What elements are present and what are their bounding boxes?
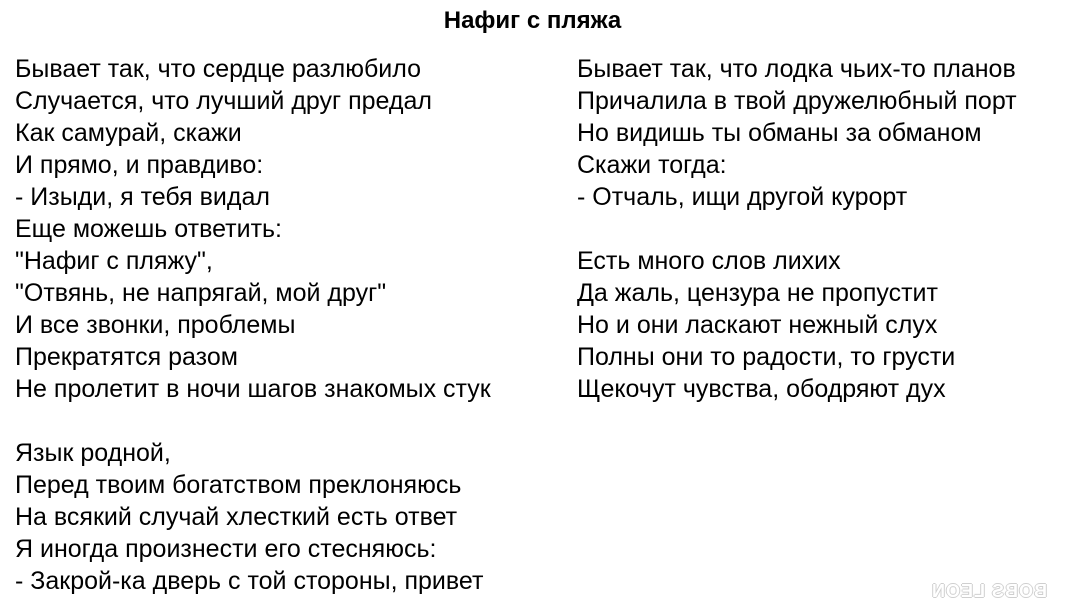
left-stanza-1 bbox=[15, 53, 491, 405]
poem-line: "Нафиг с пляжу", bbox=[15, 247, 213, 275]
right-stanza-2 bbox=[577, 245, 1017, 405]
poem-line: Причалила в твой дружелюбный порт bbox=[577, 87, 1017, 115]
poem-line: "Отвянь, не напрягай, мой друг" bbox=[15, 279, 387, 307]
poem-line: Скажи тогда: bbox=[577, 151, 727, 179]
poem-line: - Закрой-ка дверь с той стороны, привет bbox=[15, 567, 484, 595]
poem-line: - Отчаль, ищи другой курорт bbox=[577, 183, 908, 211]
author-watermark: BOBS LEON bbox=[930, 581, 1047, 601]
poem-line: И прямо, и правдиво: bbox=[15, 151, 264, 179]
poem-line: Не пролетит в ночи шагов знакомых стук bbox=[15, 375, 491, 403]
poem-line: Язык родной, bbox=[15, 439, 171, 467]
poem-line: Случается, что лучший друг предал bbox=[15, 87, 432, 115]
right-stanza-1 bbox=[577, 53, 1017, 213]
right-column bbox=[577, 53, 1017, 405]
poem-line: На всякий случай хлесткий есть ответ bbox=[15, 503, 458, 531]
poem-line: Прекратятся разом bbox=[15, 343, 238, 371]
poem-line: Полны они то радости, то грусти bbox=[577, 343, 956, 371]
poem-line: Есть много слов лихих bbox=[577, 247, 841, 275]
poem-line: И все звонки, проблемы bbox=[15, 311, 296, 339]
stanza-gap bbox=[15, 405, 491, 437]
poem-line: Перед твоим богатством преклоняюсь bbox=[15, 471, 462, 499]
left-column bbox=[15, 53, 491, 597]
poem-line: - Изыди, я тебя видал bbox=[15, 183, 270, 211]
poem-line: Еще можешь ответить: bbox=[15, 215, 282, 243]
poem-line: Щекочут чувства, ободряют дух bbox=[577, 375, 946, 403]
poem-line: Как самурай, скажи bbox=[15, 119, 242, 147]
poem-line: Но видишь ты обманы за обманом bbox=[577, 119, 982, 147]
poem-line: Да жаль, цензура не пропустит bbox=[577, 279, 938, 307]
poem-line: Я иногда произнести его стесняюсь: bbox=[15, 535, 437, 563]
poem-line: Бывает так, что сердце разлюбило bbox=[15, 55, 422, 83]
poem-line: Бывает так, что лодка чьих-то планов bbox=[577, 55, 1016, 83]
poem-line: Но и они ласкают нежный слух bbox=[577, 311, 938, 339]
stanza-gap bbox=[577, 213, 1017, 245]
poem-title: Нафиг с пляжа bbox=[443, 7, 622, 34]
left-stanza-2 bbox=[15, 437, 491, 597]
